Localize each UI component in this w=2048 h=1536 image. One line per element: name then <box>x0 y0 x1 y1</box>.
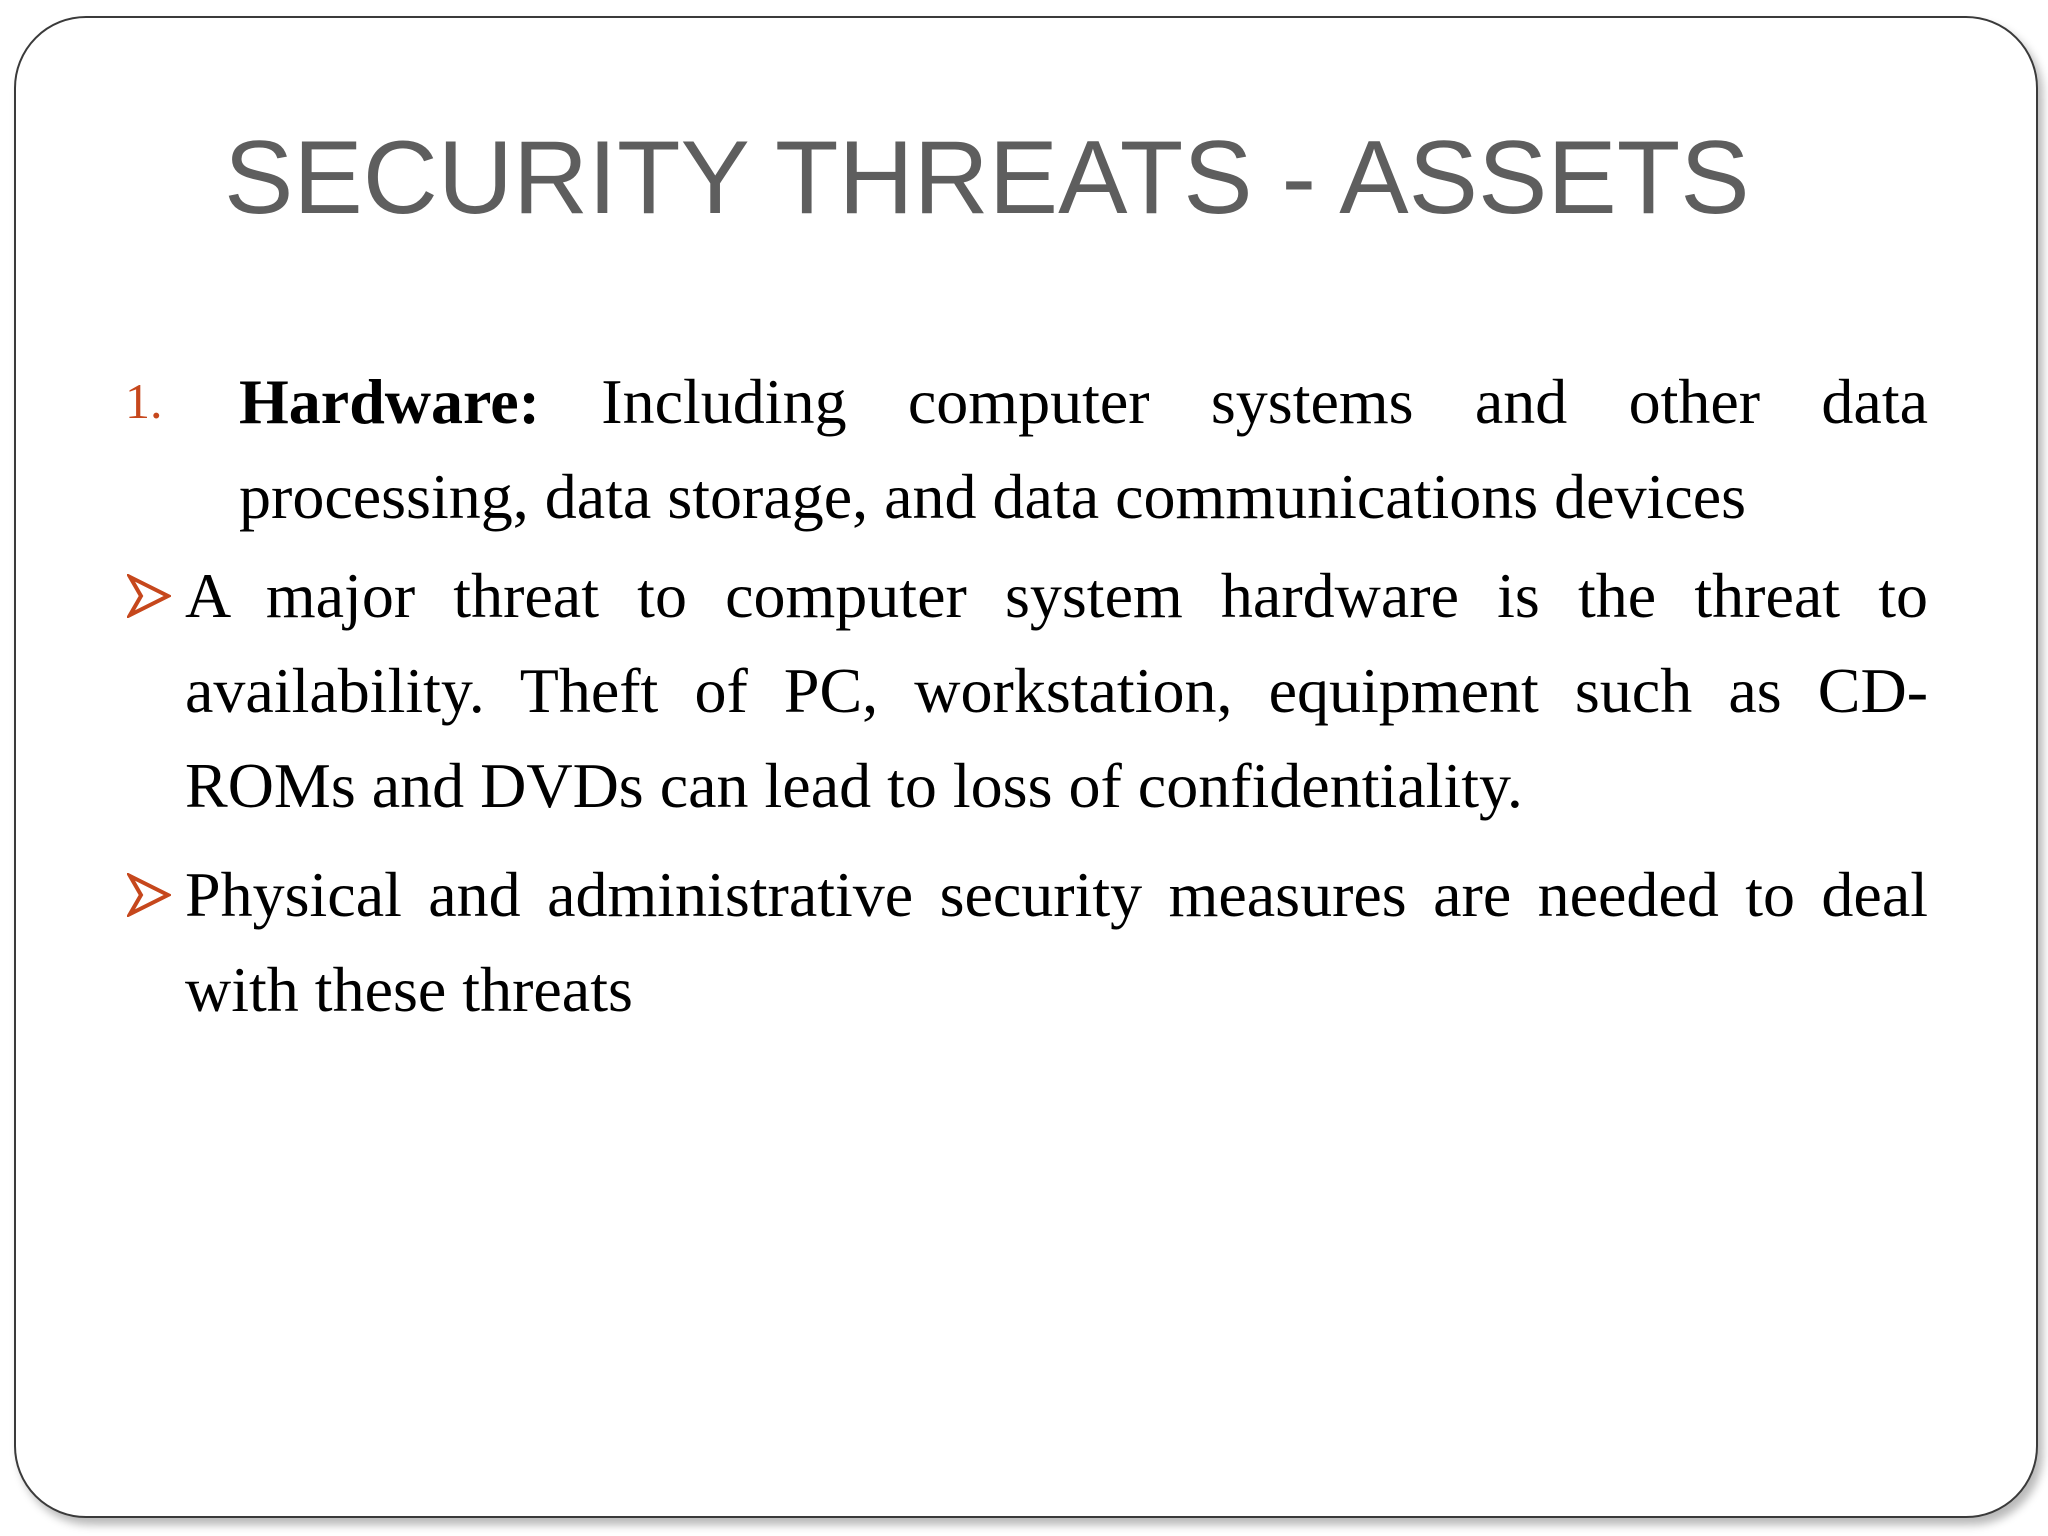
arrow-bullet-icon <box>127 574 171 618</box>
bullet-item-major-threat <box>125 548 1928 833</box>
slide-content <box>125 354 1928 1037</box>
item-text: Including computer systems and other data processing, data storage, and data communications devices <box>239 366 1928 532</box>
bullet-item-security-measures <box>125 847 1928 1037</box>
arrow-bullet-icon <box>127 873 171 917</box>
numbered-item-hardware <box>125 354 1928 544</box>
bullet-text: Physical and administrative security measures are needed to deal with these threats <box>185 859 1928 1025</box>
item-label: Hardware: <box>239 366 540 437</box>
slide-title: SECURITY THREATS - ASSETS <box>224 120 1750 236</box>
bullet-text: A major threat to computer system hardware is the threat to availability. Theft of PC, workstation, equipment such as CD-ROMs and DVDs can lead to loss of confidentiality. <box>185 560 1928 821</box>
item-number: 1. <box>125 373 163 429</box>
